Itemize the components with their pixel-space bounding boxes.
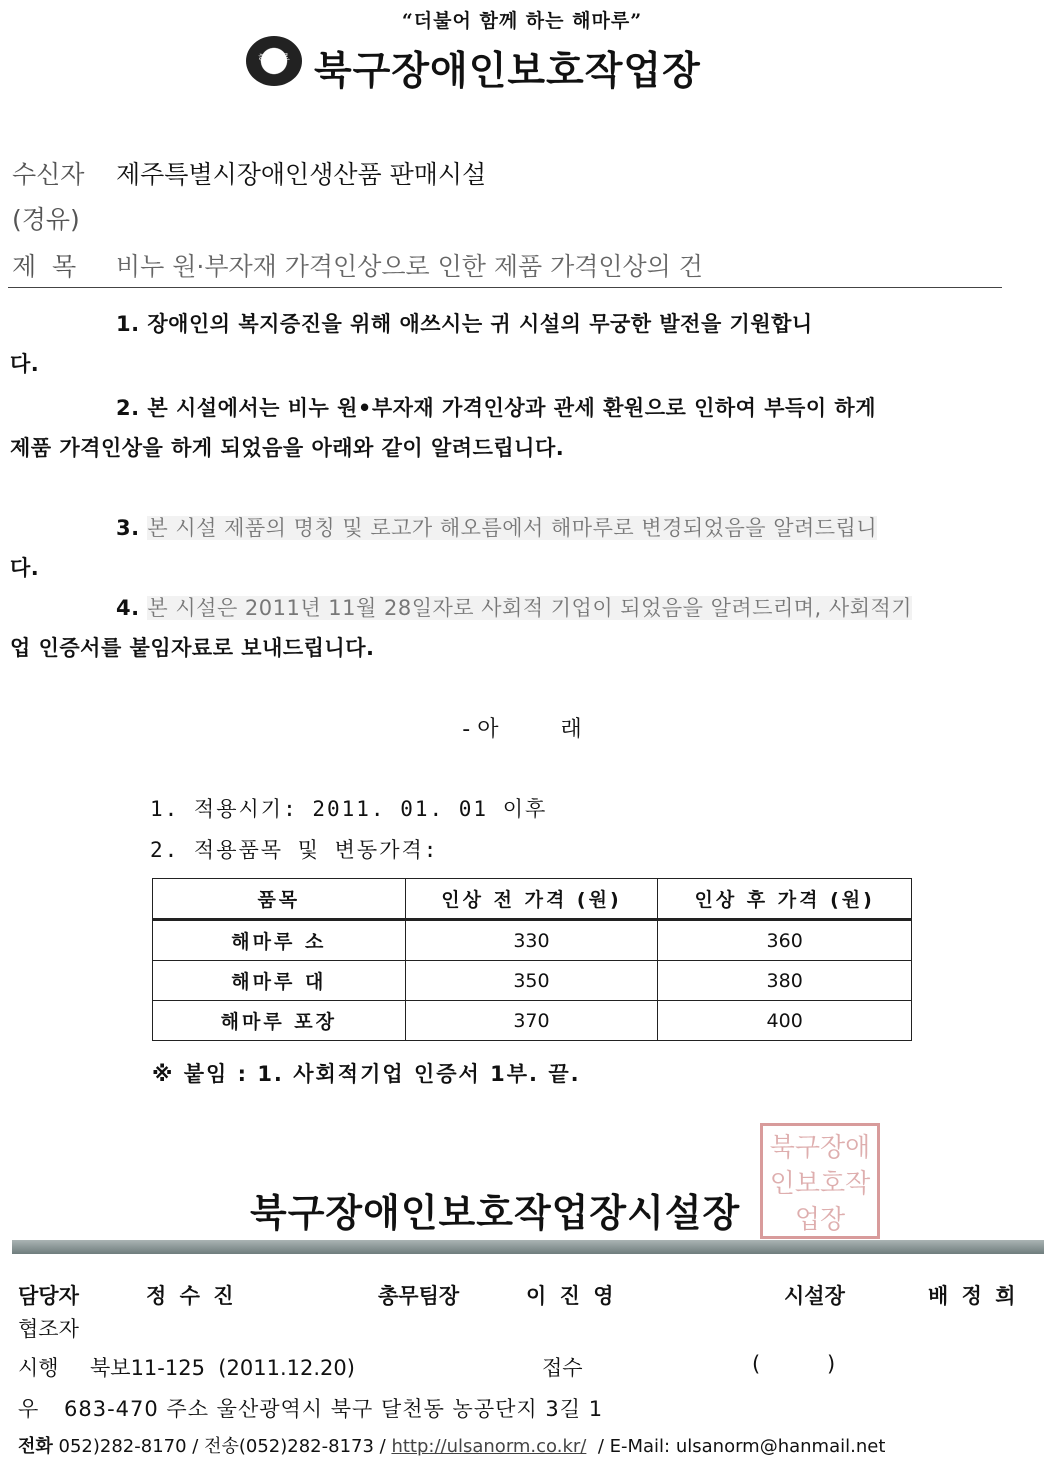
product-name: 해마루 대 bbox=[153, 961, 406, 1001]
header-price-before: 인상 전 가격 (원) bbox=[405, 879, 658, 920]
officer-label: 담당자 bbox=[18, 1284, 79, 1308]
recipient-label: 수신자 bbox=[12, 160, 85, 189]
table-row bbox=[153, 961, 912, 1001]
organization-logo bbox=[246, 36, 302, 86]
paragraph-4 bbox=[10, 588, 1000, 668]
paragraph-2 bbox=[10, 388, 1000, 468]
paragraph-1 bbox=[10, 304, 1000, 384]
table-row bbox=[153, 1001, 912, 1041]
paragraph-4-line-2: 업 인증서를 붙임자료로 보내드립니다. bbox=[10, 636, 375, 660]
table-header-row bbox=[153, 879, 912, 920]
header-divider bbox=[8, 287, 1002, 288]
price-table bbox=[152, 878, 912, 1041]
officer-name: 정 수 진 bbox=[146, 1284, 237, 1308]
manager-label: 총무팀장 bbox=[378, 1284, 460, 1308]
notice-dash: - 아 bbox=[462, 717, 499, 742]
subject-value: 비누 원·부자재 가격인상으로 인한 제품 가격인상의 건 bbox=[116, 252, 703, 281]
fax-value: (052)282-8173 bbox=[238, 1436, 374, 1457]
fax-label: 전송 bbox=[204, 1436, 239, 1457]
postal-address: 683-470 주소 울산광역시 북구 달천동 농공단지 3길 1 bbox=[64, 1397, 604, 1421]
receipt-label: 접수 bbox=[542, 1356, 583, 1380]
recipient-value: 제주특별시장애인생산품 판매시설 bbox=[116, 160, 487, 189]
attachment-note: ※ 붙임 : 1. 사회적기업 인증서 1부. 끝. bbox=[152, 1062, 581, 1086]
paragraph-4-line-1: 본 시설은 2011년 11월 28일자로 사회적 기업이 되었음을 알려드리며, 사회적기 bbox=[147, 596, 913, 620]
price-before: 350 bbox=[405, 961, 658, 1001]
paragraph-1-line-1: 1. 장애인의 복지증진을 위해 애쓰시는 귀 시설의 무궁한 발전을 기원합니 bbox=[116, 312, 813, 336]
header-item: 품목 bbox=[153, 879, 406, 920]
notice-word: 래 bbox=[560, 717, 582, 742]
logo-text: 해마루 bbox=[258, 52, 290, 65]
price-before: 330 bbox=[405, 920, 658, 961]
paragraph-3 bbox=[10, 508, 1000, 588]
phone-label: 전화 bbox=[18, 1436, 53, 1457]
subject-label: 제 목 bbox=[12, 252, 77, 281]
enforce-label: 시행 bbox=[18, 1356, 59, 1380]
product-name: 해마루 소 bbox=[153, 920, 406, 961]
official-seal: 북구장애 인보호작 업장 bbox=[760, 1123, 880, 1239]
detail-item-2: 2. 적용품목 및 변동가격: bbox=[150, 838, 439, 862]
paragraph-3-number: 3. bbox=[116, 516, 140, 540]
email-label: E-Mail: bbox=[609, 1436, 671, 1457]
manager-name: 이 진 영 bbox=[526, 1284, 617, 1308]
director-label: 시설장 bbox=[784, 1284, 845, 1308]
header-price-after: 인상 후 가격 (원) bbox=[658, 879, 912, 920]
price-after: 380 bbox=[658, 961, 912, 1001]
phone-value: 052)282-8170 bbox=[58, 1436, 187, 1457]
via-label: (경유) bbox=[12, 205, 80, 234]
paragraph-3-line-1: 본 시설 제품의 명칭 및 로고가 해오름에서 해마루로 변경되었음을 알려드립니 bbox=[147, 516, 878, 540]
paragraph-1-line-2: 다. bbox=[10, 352, 40, 376]
cooperator-label: 협조자 bbox=[18, 1317, 79, 1341]
paragraph-2-line-2: 제품 가격인상을 하게 되었음을 아래와 같이 알려드립니다. bbox=[10, 436, 565, 460]
director-signature: 북구장애인보호작업장시설장 bbox=[250, 1191, 741, 1235]
price-after: 400 bbox=[658, 1001, 912, 1041]
slogan: “더불어 함께 하는 해마루” bbox=[401, 10, 643, 32]
email-value[interactable]: ulsanorm@hanmail.net bbox=[675, 1436, 886, 1457]
detail-item-1: 1. 적용시기: 2011. 01. 01 이후 bbox=[150, 797, 548, 821]
postal-label: 우 bbox=[18, 1397, 39, 1421]
price-after: 360 bbox=[658, 920, 912, 961]
receipt-value: ( ) bbox=[752, 1352, 836, 1376]
enforce-value: 북보11-125 (2011.12.20) bbox=[90, 1356, 355, 1380]
paragraph-4-number: 4. bbox=[116, 596, 140, 620]
price-before: 370 bbox=[405, 1001, 658, 1041]
footer-divider-bar bbox=[12, 1240, 1044, 1254]
notice-heading bbox=[0, 712, 1044, 743]
organization-name: 북구장애인보호작업장 bbox=[314, 49, 701, 94]
director-name: 배 정 희 bbox=[928, 1284, 1019, 1308]
table-row bbox=[153, 920, 912, 961]
product-name: 해마루 포장 bbox=[153, 1001, 406, 1041]
website-link[interactable]: http://ulsanorm.co.kr/ bbox=[391, 1436, 587, 1457]
paragraph-3-line-2: 다. bbox=[10, 556, 40, 580]
contact-line: 전화 052)282-8170 / 전송(052)282-8173 / http://ulsanorm.co.kr/ / E-Mail: ulsanorm@hanmail.net bbox=[18, 1436, 886, 1457]
paragraph-2-line-1: 2. 본 시설에서는 비누 원•부자재 가격인상과 관세 환원으로 인하여 부득이 하게 bbox=[116, 396, 876, 420]
